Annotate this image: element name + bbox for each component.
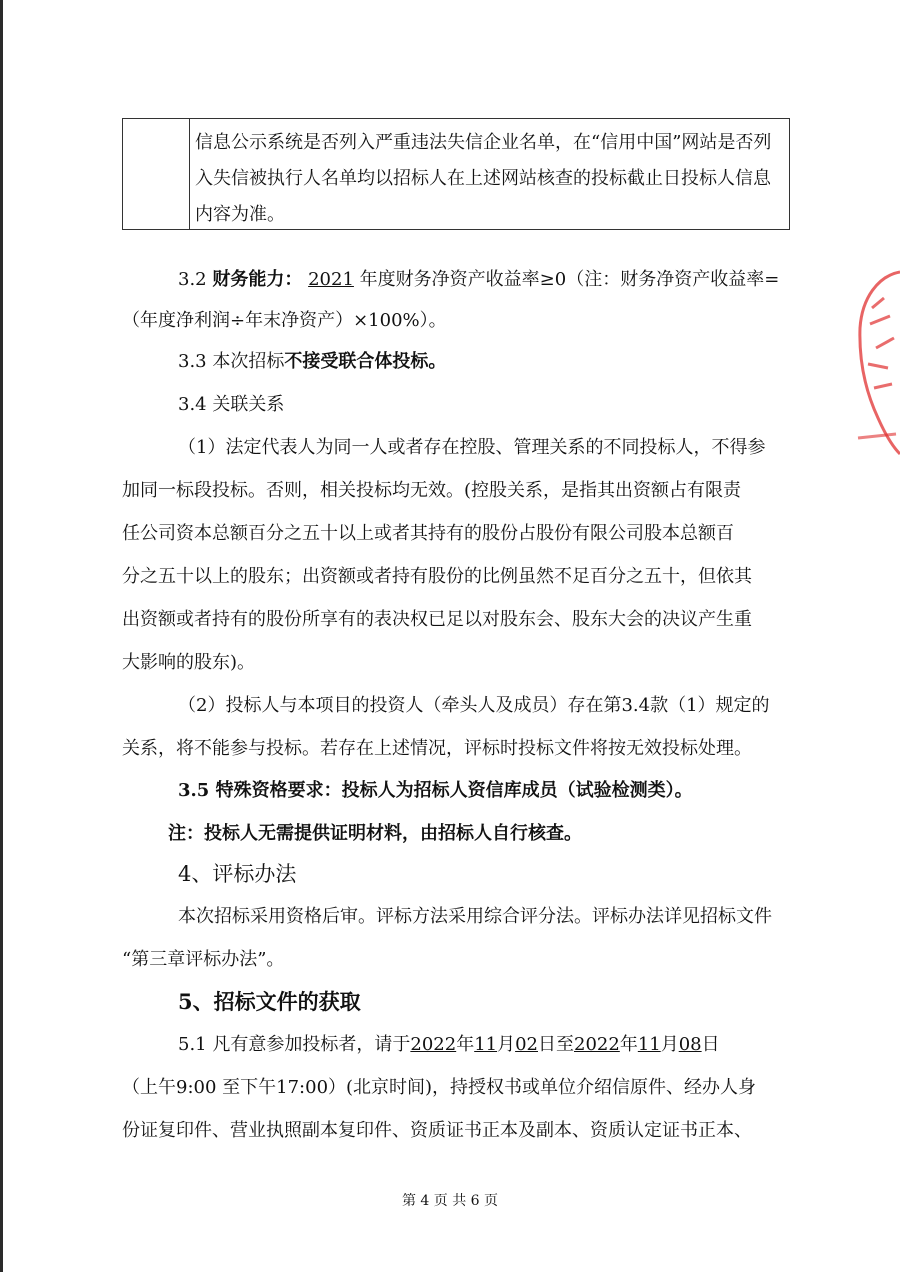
paragraph-line: （上午9:00 至下午17:00）(北京时间)，持授权书或单位介绍信原件、经办人身 — [122, 1077, 757, 1098]
section-text: 本次招标 — [212, 351, 285, 372]
paragraph-line: “第三章评标办法”。 — [122, 949, 285, 970]
section-number: 3.3 — [178, 351, 207, 372]
section-emphasis: 不接受联合体投标。 — [284, 351, 447, 372]
day-char: 日 — [701, 1034, 720, 1055]
section-3-3 — [178, 350, 446, 374]
seal-stamp-graphic — [850, 268, 900, 468]
paragraph-line: 本次招标采用资格后审。评标方法采用综合评分法。评标办法详见招标文件 — [178, 906, 772, 927]
year-char: 年 — [619, 1034, 638, 1055]
start-year: 2022 — [410, 1034, 457, 1055]
section-3-5 — [178, 779, 693, 803]
paragraph-line: 大影响的股东)。 — [122, 652, 256, 673]
paragraph-line: 份证复印件、营业执照副本复印件、资质证书正本及副本、资质认定证书正本、 — [122, 1120, 752, 1141]
note: 注：投标人无需提供证明材料，由招标人自行核查。 — [168, 823, 582, 844]
paragraph-line: 出资额或者持有的股份所享有的表决权已足以对股东会、股东大会的决议产生重 — [122, 609, 752, 630]
section-text: 年度财务净资产收益率≥0（注：财务净资产收益率= — [359, 269, 780, 290]
page-footer: 第 4 页 共 6 页 — [401, 1193, 499, 1209]
section-5-heading: 5、招标文件的获取 — [178, 989, 361, 1014]
table-cell-text: 信息公示系统是否列入严重违法失信企业名单，在“信用中国”网站是否列入失信被执行人名单均以招标人在上述网站核查的投标截止日投标人信息内容为准。 — [195, 132, 772, 225]
end-month: 11 — [637, 1034, 661, 1055]
section-number: 3.2 — [178, 269, 207, 290]
seal-stamp — [850, 268, 900, 468]
paragraph-line: 分之五十以上的股东；出资额或者持有股份的比例虽然不足百分之五十，但依其 — [122, 566, 752, 587]
section-3-2-line-2: （年度净利润÷年末净资产）×100%）。 — [122, 310, 447, 331]
start-month: 11 — [474, 1034, 498, 1055]
paragraph-line: （2）投标人与本项目的投资人（牵头人及成员）存在第3.4款（1）规定的 — [178, 695, 770, 716]
section-3-4-heading: 3.4 关联关系 — [178, 394, 285, 415]
section-3-2-line-1 — [178, 268, 779, 292]
paragraph-line: 关系，将不能参与投标。若存在上述情况，评标时投标文件将按无效投标处理。 — [122, 738, 752, 759]
start-day: 02 — [515, 1034, 538, 1055]
day-char: 日 — [538, 1034, 556, 1055]
paragraph-line: （1）法定代表人为同一人或者存在控股、管理关系的不同投标人，不得参 — [178, 437, 766, 458]
qualification-table — [122, 118, 790, 230]
year-char: 年 — [456, 1034, 475, 1055]
month-char: 月 — [660, 1034, 679, 1055]
section-text: 特殊资格要求：投标人为招标人资信库成员（试验检测类）。 — [215, 780, 693, 801]
fiscal-year: 2021 — [308, 269, 354, 290]
section-label: 财务能力： — [212, 269, 303, 290]
page-edge — [0, 0, 3, 1272]
table-column-divider — [189, 119, 190, 229]
paragraph-line: 任公司资本总额百分之五十以上或者其持有的股份占股份有限公司股本总额百 — [122, 523, 734, 544]
month-char: 月 — [497, 1034, 516, 1055]
section-number: 5.1 — [178, 1034, 207, 1055]
section-5-1-line-1 — [178, 1033, 720, 1057]
section-text: 凡有意参加投标者，请于 — [212, 1034, 411, 1055]
section-number: 3.5 — [178, 780, 210, 801]
end-day: 08 — [678, 1034, 702, 1055]
section-4-heading: 4、评标办法 — [178, 862, 297, 886]
to-char: 至 — [556, 1034, 574, 1055]
end-year: 2022 — [574, 1034, 620, 1055]
paragraph-line: 加同一标段投标。否则，相关投标均无效。(控股关系，是指其出资额占有限责 — [122, 480, 742, 501]
